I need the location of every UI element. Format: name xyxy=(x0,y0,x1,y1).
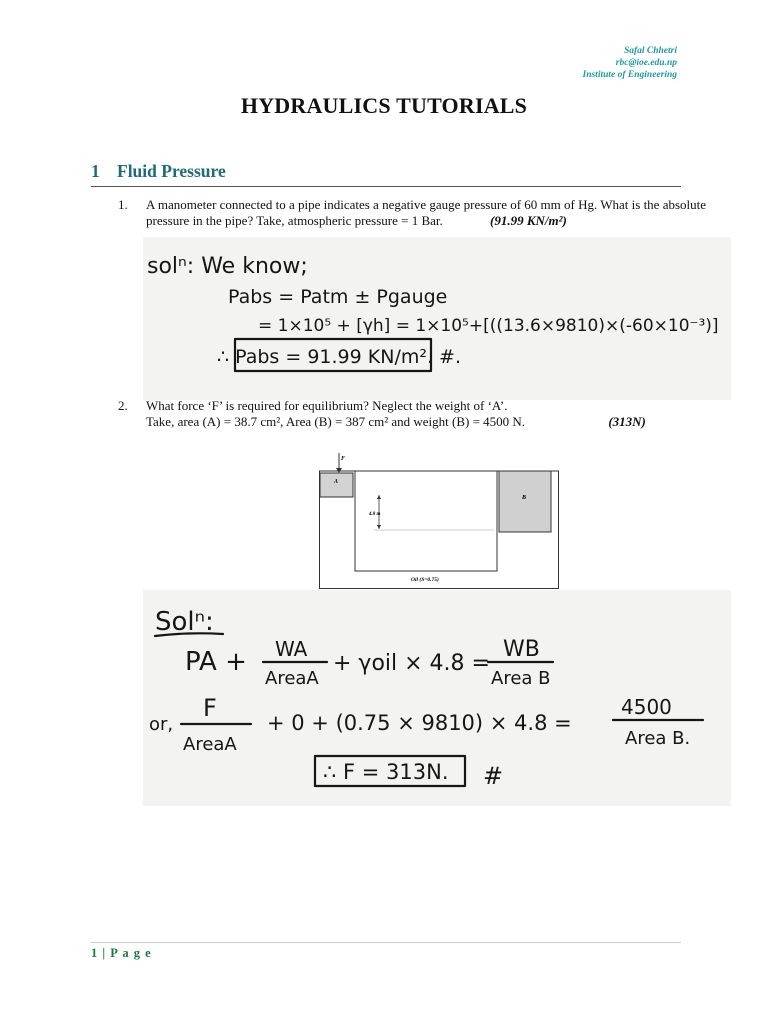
sol2-hash: # xyxy=(483,762,504,790)
piston-b-label: B xyxy=(522,495,527,501)
question-2 xyxy=(118,398,733,430)
question-text-line2-body: pressure in the pipe? Take, atmospheric pressure = 1 Bar. xyxy=(146,213,443,228)
page-number: 1 | P a g e xyxy=(91,946,152,960)
section-heading xyxy=(91,161,681,187)
depth-label: 4.8 m xyxy=(369,512,381,517)
piston-a-label: A xyxy=(334,479,339,485)
section-number: 1 xyxy=(91,161,100,181)
sol2-l1-pa: PA + xyxy=(185,647,247,677)
solution-2-image xyxy=(143,590,731,806)
force-label: F xyxy=(341,456,346,462)
piston-a xyxy=(320,473,353,497)
sol2-l2-4500: 4500 xyxy=(621,695,672,719)
sol2-l1-areaa: AreaA xyxy=(265,668,319,689)
sol1-line4: ∴ Pabs = 91.99 KN/m². #. xyxy=(217,346,462,368)
sol2-l2-areab: Area B. xyxy=(625,728,691,749)
author-email[interactable]: rbc@ioe.edu.np xyxy=(615,58,677,68)
question-text-line1: What force ‘F’ is required for equilibrium? Neglect the weight of ‘A’. xyxy=(146,398,508,413)
central-block xyxy=(355,471,497,571)
author-block xyxy=(583,45,678,81)
question-text-line1: A manometer connected to a pipe indicates a negative gauge pressure of 60 mm of Hg. What is the absolute xyxy=(146,197,707,212)
sol2-l1-wb: WB xyxy=(503,637,540,662)
question-number: 1. xyxy=(118,197,128,212)
question-text-line2 xyxy=(146,414,733,430)
hydraulic-diagram xyxy=(319,449,559,589)
question-1 xyxy=(118,197,733,229)
sol2-answer: ∴ F = 313N. xyxy=(323,760,449,784)
sol2-l2-f: F xyxy=(203,694,217,722)
author-name: Safal Chhetri xyxy=(623,46,677,56)
hydraulic-figure xyxy=(319,449,559,589)
sol2-l2-areaa: AreaA xyxy=(183,734,237,755)
question-number: 2. xyxy=(118,398,128,413)
fluid-label: Oil (S=0.75) xyxy=(411,577,439,583)
sol1-line3: = 1×10⁵ + [γh] = 1×10⁵+[((13.6×9810)×(-60×10⁻³)] xyxy=(258,316,719,336)
question-text-line2 xyxy=(146,213,733,229)
sol1-line1: solⁿ: We know; xyxy=(147,254,308,279)
document-title: HYDRAULICS TUTORIALS xyxy=(240,93,528,118)
question-answer: (91.99 KN/m²) xyxy=(490,213,567,228)
section-title: Fluid Pressure xyxy=(117,161,226,181)
question-text-line2-body: Take, area (A) = 38.7 cm², Area (B) = 387 cm² and weight (B) = 4500 N. xyxy=(146,414,526,429)
sol2-l1-wa: WA xyxy=(275,637,308,661)
question-answer: (313N) xyxy=(608,414,646,429)
solution-1-handwriting xyxy=(143,237,731,400)
sol2-heading: Solⁿ: xyxy=(155,607,214,637)
solution-2-handwriting xyxy=(143,590,731,806)
sol2-l2-or: or, xyxy=(149,714,174,735)
footer-divider xyxy=(91,942,681,943)
sol2-l2-mid: + 0 + (0.75 × 9810) × 4.8 = xyxy=(267,711,572,735)
solution-1-image xyxy=(143,237,731,400)
sol2-l1-gamma: + γoil × 4.8 = xyxy=(333,651,490,676)
sol1-line2: Pabs = Patm ± Pgauge xyxy=(228,286,448,308)
sol2-l1-areab: Area B xyxy=(491,668,551,689)
piston-b xyxy=(499,471,551,532)
author-institute: Institute of Engineering xyxy=(582,70,677,80)
